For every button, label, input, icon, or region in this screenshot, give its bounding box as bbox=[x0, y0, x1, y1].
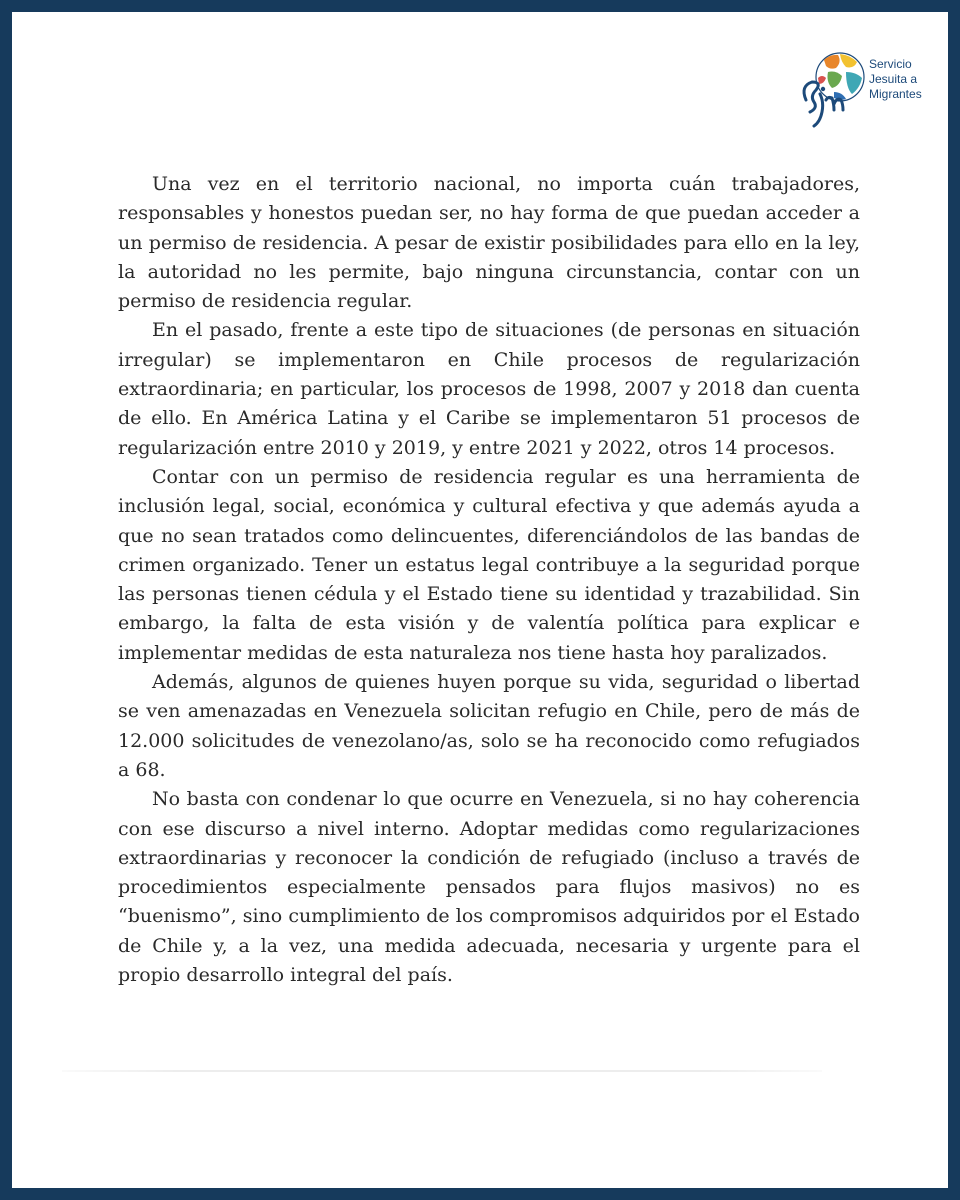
paragraph-3: Contar con un permiso de residencia regular es una herramienta de inclusión legal, social, económica y cultural efectiva y que además ayuda a que no sean tratados como delincuentes, diferenciándolos de las bandas de crimen organizado. Tener un estatus legal contribuye a la seguridad porque las personas tienen cédula y el Estado tiene su identidad y trazabilidad. Sin embargo, la falta de esta visión y de valentía política para explicar e implementar medidas de esta naturaleza nos tiene hasta hoy paralizados. bbox=[118, 465, 860, 664]
logo-text bbox=[869, 57, 922, 102]
sjm-logo bbox=[784, 42, 944, 137]
paragraph-1: Una vez en el territorio nacional, no importa cuán trabajadores, responsables y honestos puedan ser, no hay forma de que puedan acceder a un permiso de residencia. A pesar de existir posibilidades para ello en la ley, la autoridad no les permite, bajo ninguna circunstancia, contar con un permiso de residencia regular. bbox=[118, 173, 860, 313]
globe-logo-icon bbox=[784, 42, 874, 137]
paragraph-2: En el pasado, frente a este tipo de situaciones (de personas en situación irregular) se implementaron en Chile procesos de regularización extraordinaria; en particular, los procesos de 1998, 2007 y 2018 dan cuenta de ello. En América Latina y el Caribe se implementaron 51 procesos de regularización entre 2010 y 2019, y entre 2021 y 2022, otros 14 procesos. bbox=[118, 319, 860, 459]
paragraph-4: Además, algunos de quienes huyen porque su vida, seguridad o libertad se ven amenazadas en Venezuela solicitan refugio en Chile, pero de más de 12.000 solicitudes de venezolano/as, solo se ha reconocido como refugiados a 68. bbox=[118, 671, 860, 781]
article-body bbox=[118, 170, 860, 990]
logo-line-jesuita: Jesuita a bbox=[869, 72, 918, 86]
logo-line-servicio: Servicio bbox=[869, 57, 912, 71]
document-page bbox=[12, 12, 948, 1188]
logo-line-migrantes: Migrantes bbox=[869, 87, 922, 101]
bottom-divider bbox=[62, 1070, 822, 1072]
paragraph-5: No basta con condenar lo que ocurre en Venezuela, si no hay coherencia con ese discurso a nivel interno. Adoptar medidas como regularizaciones extraordinarias y reconocer la condición de refugiado (incluso a través de procedimientos especialmente pensados para flujos masivos) no es “buenismo”, sino cumplimiento de los compromisos adquiridos por el Estado de Chile y, a la vez, una medida adecuada, necesaria y urgente para el propio desarrollo integral del país. bbox=[118, 788, 860, 987]
